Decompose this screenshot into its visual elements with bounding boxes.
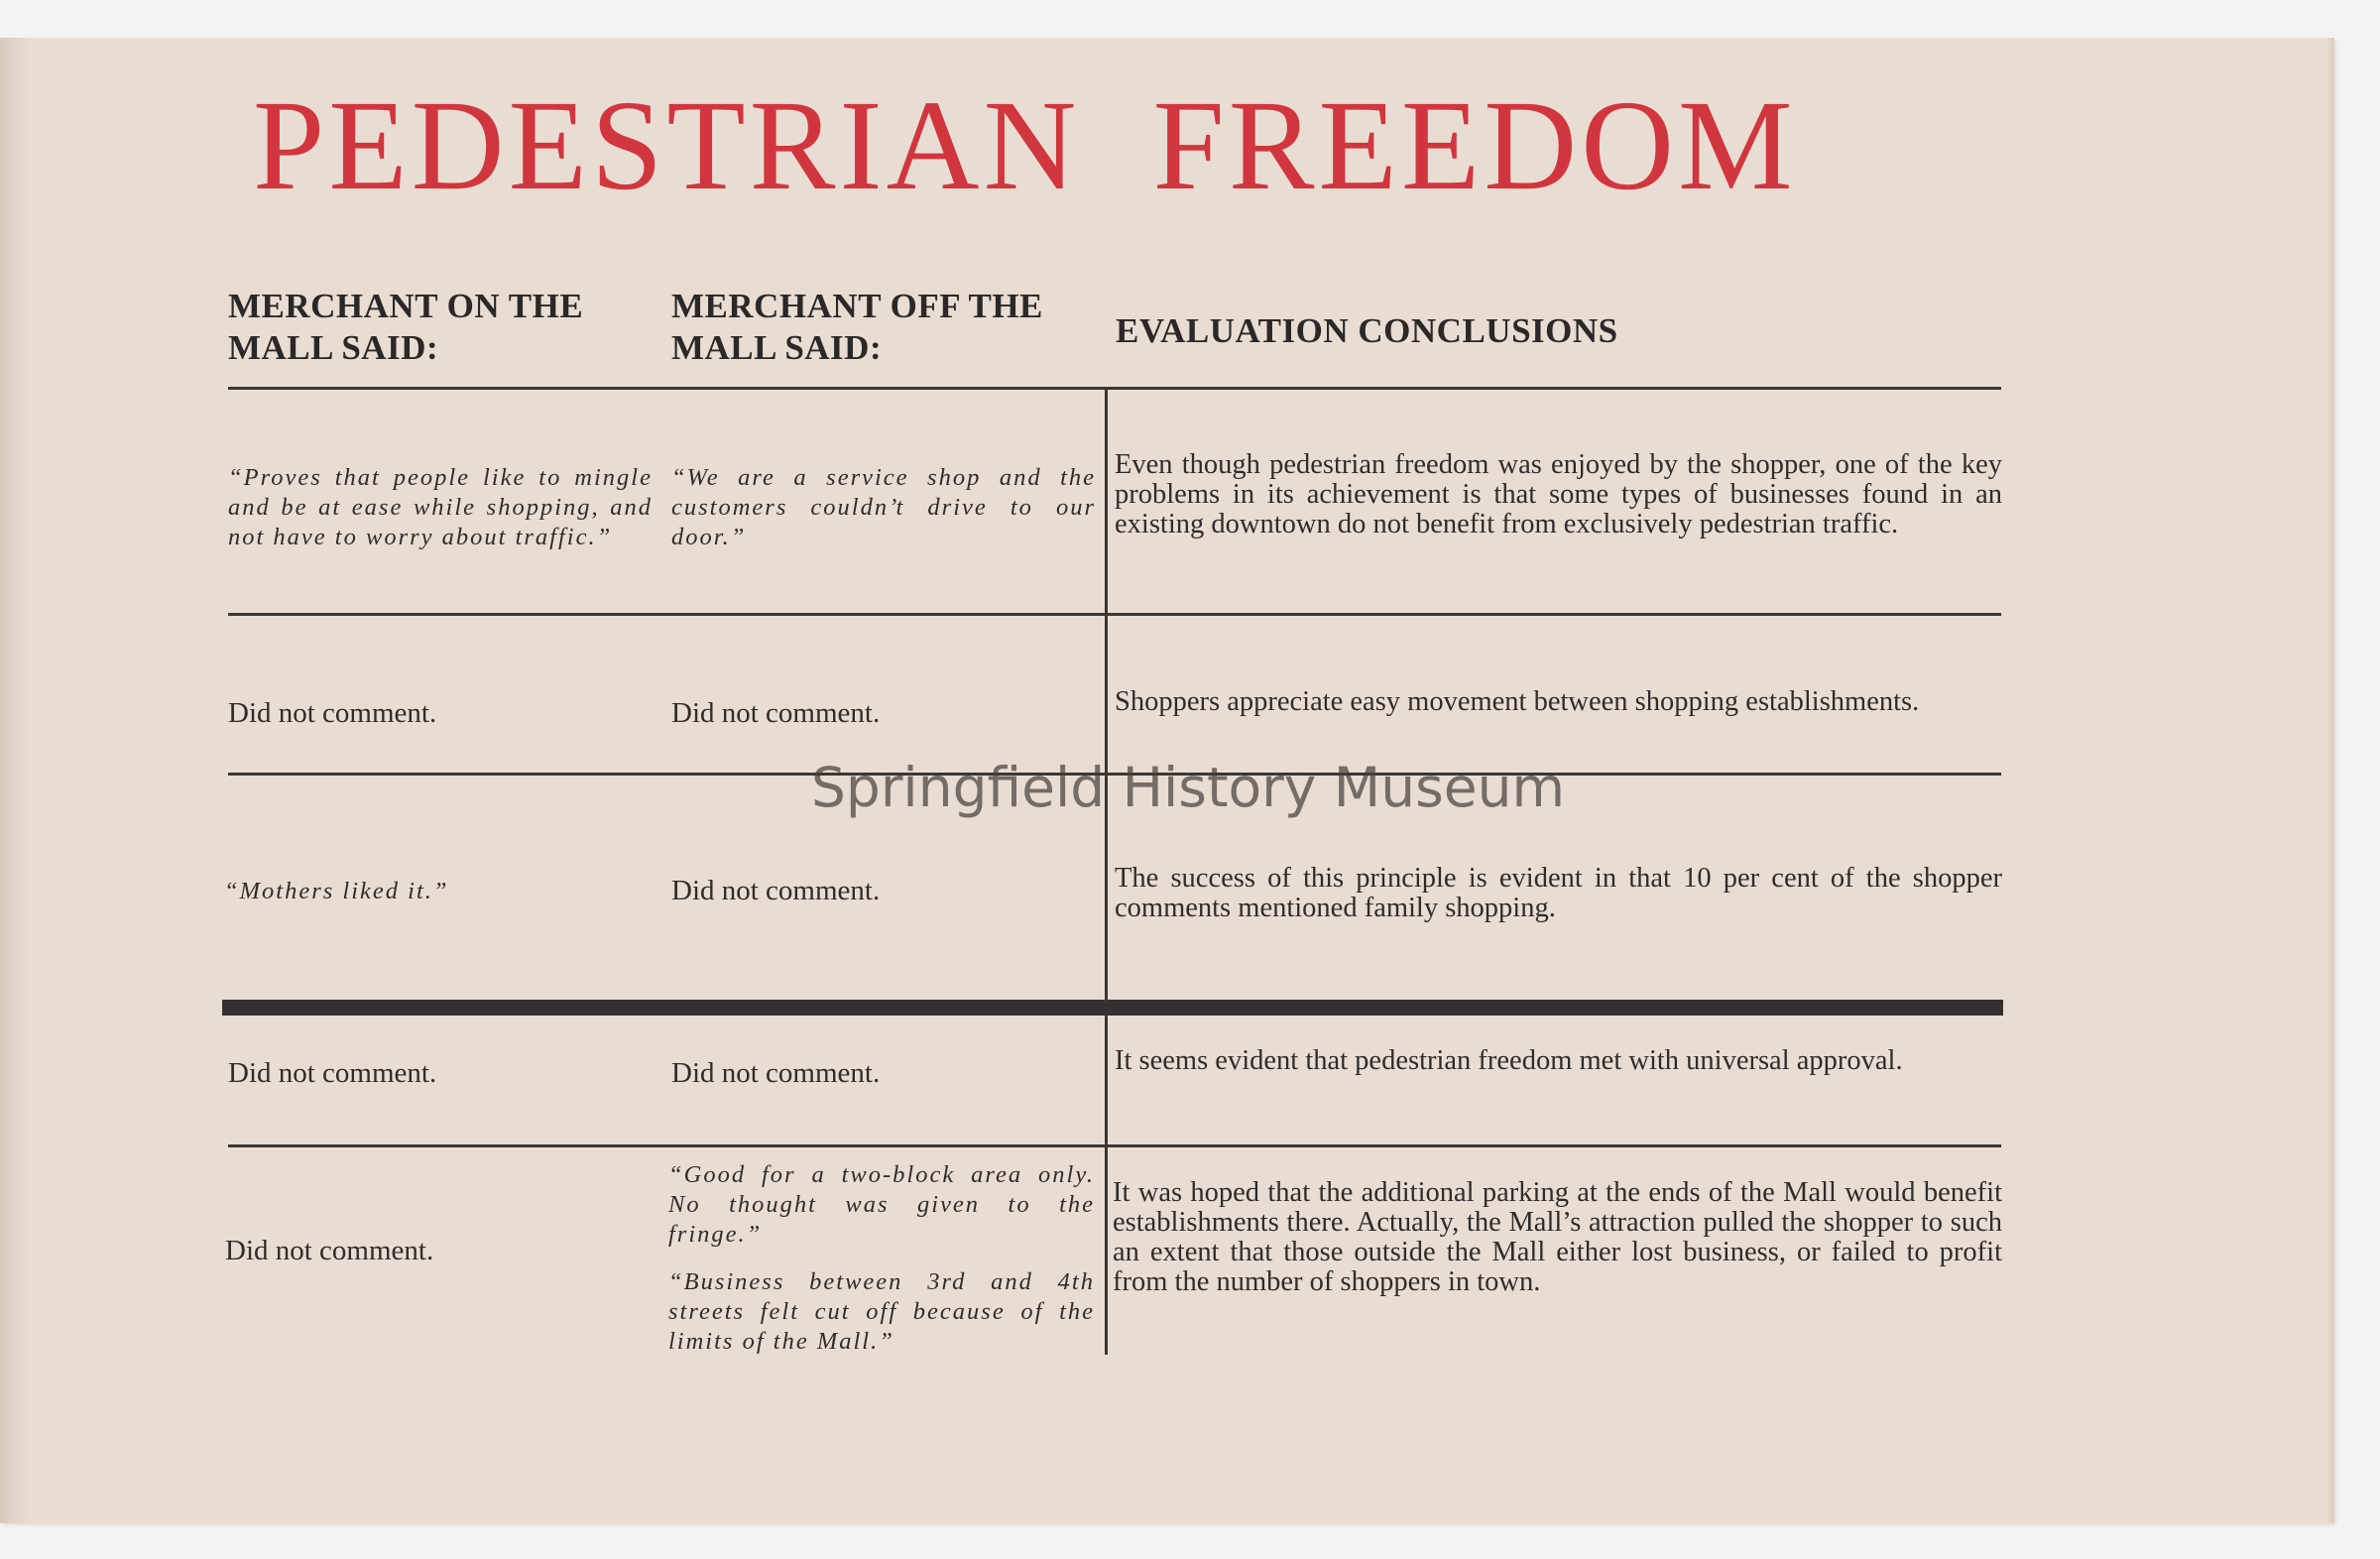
table-cell-evaluation: It was hoped that the additional parking at the ends of the Mall would benefit establishments there. Actually, the Mall’s attraction pulled the shopper to such an extent that those outside the Mall either lost business, or failed to profit from the number of shoppers in town. (1113, 1177, 2002, 1297)
table-cell-evaluation: The success of this principle is evident in that 10 per cent of the shopper comments mentioned family shopping. (1115, 863, 2002, 923)
table-cell-on-mall: “Mothers liked it.” (224, 878, 449, 904)
table-column-divider-upper (1105, 388, 1108, 1003)
table-cell-off-mall-quote-a: “Good for a two-block area only. No thought was given to the fringe.” (668, 1161, 1095, 1248)
column-header-merchant-off-mall-line2: MALL SAID: (671, 328, 883, 367)
table-cell-off-mall: Did not comment. (671, 1057, 881, 1089)
table-column-divider-lower (1105, 1014, 1108, 1355)
column-header-merchant-on-mall-line1: MERCHANT ON THE (228, 287, 584, 325)
page-binding (0, 38, 30, 1523)
column-header-merchant-off-mall-line1: MERCHANT OFF THE (671, 287, 1043, 325)
table-cell-evaluation: It seems evident that pedestrian freedom met with universal approval. (1115, 1045, 1903, 1076)
table-cell-evaluation: Even though pedestrian freedom was enjoyed by the shopper, one of the key problems in its achievement is that some types of businesses found in an existing downtown do not benefit from exclusively pedestrian traffic. (1115, 449, 2002, 540)
watermark: Springfield History Museum (811, 756, 1566, 819)
table-cell-off-mall-quote-b: “Business between 3rd and 4th streets felt cut off because of the limits of the Mall.” (668, 1268, 1095, 1355)
page-title: PEDESTRIAN FREEDOM (253, 74, 1797, 217)
table-rule-header (228, 387, 2001, 390)
table-rule-row4 (228, 1144, 2001, 1147)
table-cell-on-mall: “Proves that people like to mingle and be at ease while shopping, and not have to worry about traffic.” (228, 464, 653, 550)
column-header-merchant-on-mall-line2: MALL SAID: (228, 328, 439, 367)
page-edge (2326, 38, 2334, 1523)
table-cell-on-mall: Did not comment. (228, 697, 437, 729)
table-cell-evaluation: Shoppers appreciate easy movement between shopping establishments. (1115, 686, 1920, 717)
table-cell-on-mall: Did not comment. (228, 1057, 437, 1089)
table-rule-section-divider (222, 1000, 2003, 1016)
table-cell-off-mall: Did not comment. (671, 697, 881, 729)
column-header-evaluation: EVALUATION CONCLUSIONS (1116, 311, 1618, 350)
column-header-merchant-off-mall (671, 286, 1108, 369)
column-header-merchant-on-mall (228, 286, 645, 369)
table-cell-off-mall: Did not comment. (671, 875, 881, 906)
table-cell-off-mall: “We are a service shop and the customers couldn’t drive to our door.” (671, 464, 1096, 550)
table-rule-row1 (228, 613, 2001, 616)
table-cell-on-mall: Did not comment. (225, 1235, 434, 1266)
